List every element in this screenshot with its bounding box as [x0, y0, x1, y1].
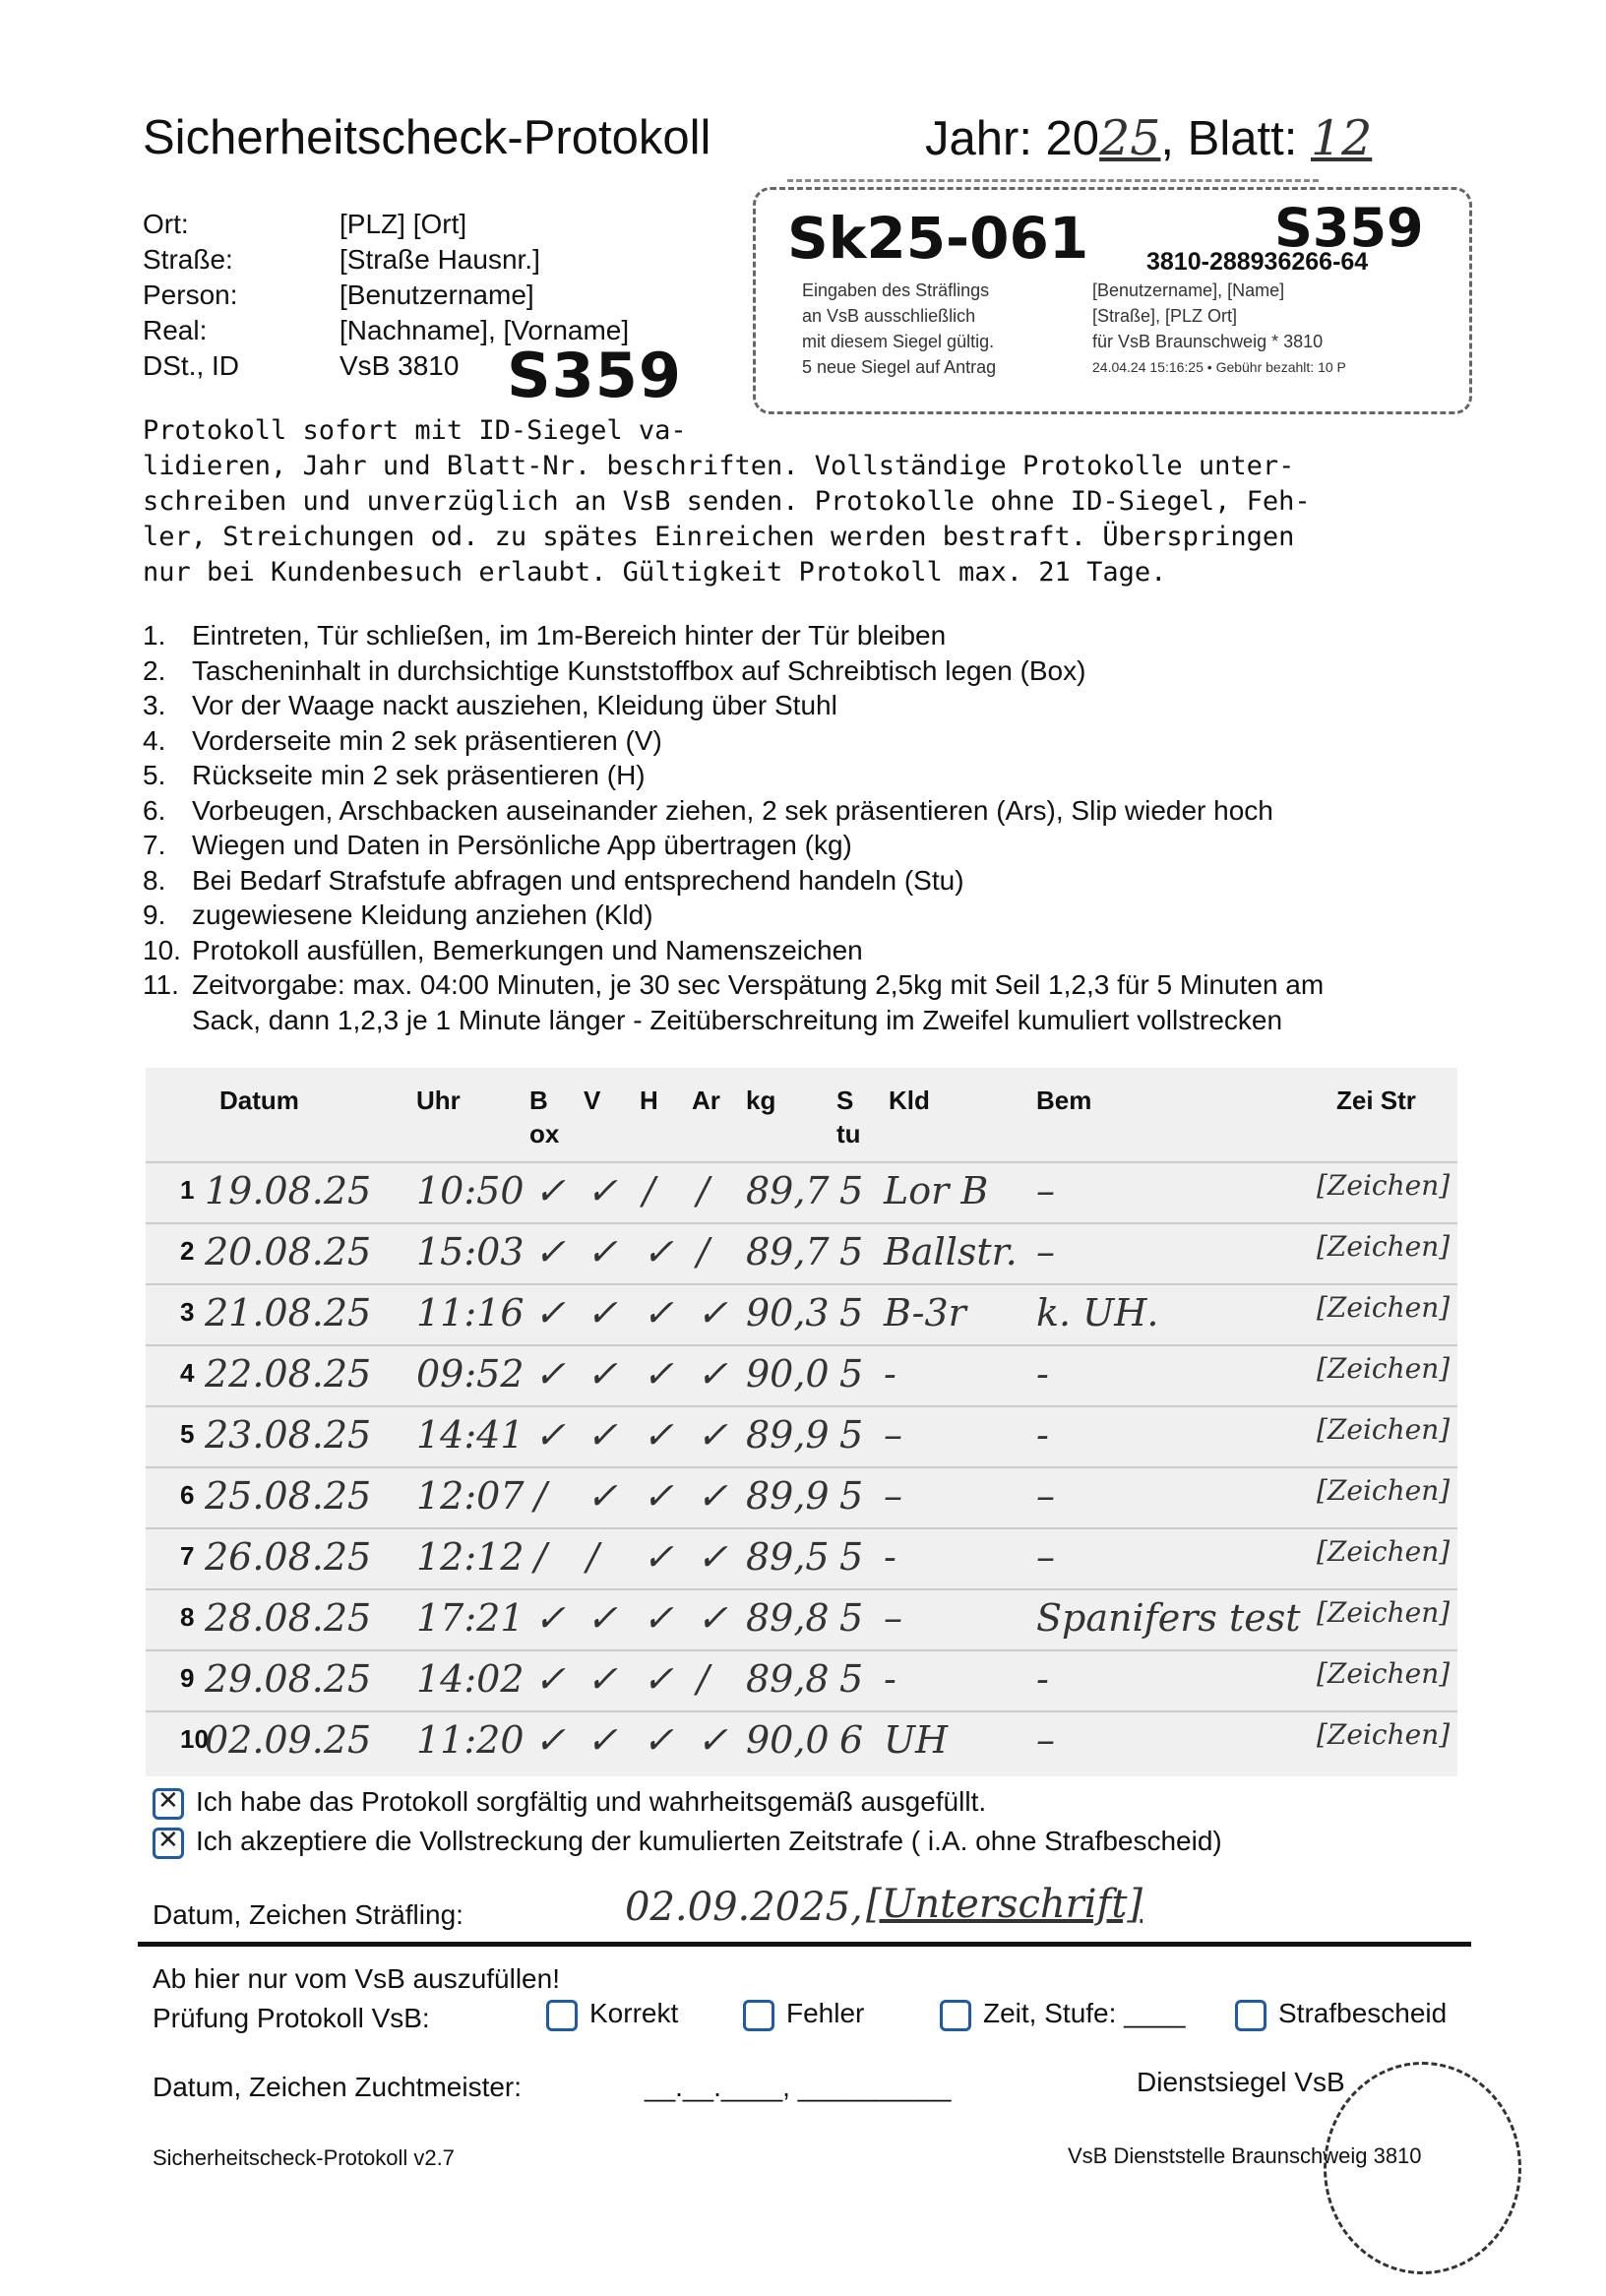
- cell-v: ✓: [587, 1169, 618, 1212]
- cell-v: ✓: [587, 1230, 618, 1273]
- step-number: 10.: [143, 934, 181, 965]
- sign-label: Datum, Zeichen Sträfling:: [153, 1899, 463, 1930]
- cell-kg: 90,0: [746, 1352, 830, 1396]
- cell-ar: /: [697, 1657, 710, 1701]
- cell-uhr: 15:03: [416, 1230, 525, 1273]
- cell-h: ✓: [643, 1291, 674, 1334]
- step-number: 11.: [143, 969, 179, 1000]
- cell-ar: /: [697, 1230, 710, 1273]
- cell-box: ✓: [534, 1596, 566, 1640]
- cell-kld: –: [884, 1413, 902, 1457]
- cell-v: ✓: [587, 1474, 618, 1518]
- label-person: Person:: [143, 279, 238, 310]
- cell-bem: –: [1036, 1230, 1055, 1273]
- seal-left-line: mit diesem Siegel gültig.: [802, 332, 995, 351]
- step-text: Rückseite min 2 sek präsentieren (H): [192, 760, 646, 790]
- step-item: [143, 898, 1324, 933]
- vsb-note: Ab hier nur vom VsB auszufüllen!: [153, 1963, 560, 1994]
- cell-kg: 89,9: [746, 1413, 830, 1457]
- step-text: Wiegen und Daten in Persönliche App übertragen (kg): [192, 830, 852, 860]
- table-row: [146, 1466, 1457, 1529]
- check-zeit: [940, 1998, 1185, 2031]
- cell-h: ✓: [643, 1413, 674, 1457]
- cell-v: ✓: [587, 1352, 618, 1396]
- cell-bem: k. UH.: [1036, 1291, 1159, 1334]
- value-ort: [PLZ] [Ort]: [340, 209, 467, 239]
- cell-zei: [Zeichen]: [1317, 1535, 1451, 1568]
- cell-h: ✓: [643, 1596, 674, 1640]
- col-ar: Ar: [692, 1086, 720, 1115]
- col-stu: S: [836, 1086, 854, 1115]
- col-stu-2: tu: [836, 1119, 861, 1148]
- col-kld: Kld: [889, 1086, 930, 1115]
- cell-datum: 21.08.25: [205, 1291, 372, 1334]
- seal-right-line: [Benutzername], [Name]: [1092, 280, 1285, 300]
- footer-left: Sicherheitscheck-Protokoll v2.7: [153, 2145, 455, 2170]
- cell-ar: ✓: [697, 1718, 728, 1762]
- table-row: [146, 1649, 1457, 1712]
- seal-code: Sk25-061: [787, 205, 1089, 272]
- value-dst-id: VsB 3810: [340, 350, 460, 381]
- cell-kld: -: [884, 1657, 896, 1701]
- sheet-label: , Blatt:: [1160, 112, 1311, 165]
- cell-stu: 6: [839, 1718, 864, 1762]
- cell-box: /: [534, 1474, 547, 1518]
- step-item: [143, 688, 1324, 723]
- table-row: [146, 1710, 1457, 1773]
- row-number: 6: [180, 1480, 195, 1510]
- strafbescheid-checkbox[interactable]: [1235, 2000, 1266, 2031]
- confirm-2-label: Ich akzeptiere die Vollstreckung der kumulierten Zeitstrafe ( i.A. ohne Strafbescheid): [196, 1826, 1222, 1856]
- cell-kg: 89,8: [746, 1596, 830, 1640]
- step-text: Protokoll ausfüllen, Bemerkungen und Namenszeichen: [192, 934, 863, 965]
- step-text: Vorderseite min 2 sek präsentieren (V): [192, 724, 662, 756]
- cell-box: ✓: [534, 1413, 566, 1457]
- step-number: 3.: [143, 690, 166, 720]
- check-korrekt: [546, 1998, 678, 2031]
- cell-v: ✓: [587, 1718, 618, 1762]
- zeit-checkbox[interactable]: [940, 2000, 971, 2031]
- table-row: [146, 1588, 1457, 1651]
- col-v: V: [584, 1086, 601, 1115]
- cell-v: ✓: [587, 1657, 618, 1701]
- cell-datum: 23.08.25: [205, 1413, 372, 1457]
- step-item: [143, 933, 1324, 968]
- cell-h: ✓: [643, 1657, 674, 1701]
- cell-stu: 5: [839, 1596, 864, 1640]
- value-real: [Nachname], [Vorname]: [340, 315, 630, 345]
- cell-uhr: 09:52: [416, 1352, 525, 1396]
- cell-uhr: 14:41: [416, 1413, 525, 1457]
- confirm-1-checkbox[interactable]: [153, 1788, 184, 1820]
- cell-stu: 5: [839, 1474, 864, 1518]
- row-number: 10: [180, 1724, 209, 1754]
- cell-bem: –: [1036, 1474, 1055, 1518]
- cell-datum: 19.08.25: [205, 1169, 372, 1212]
- cell-box: ✓: [534, 1230, 566, 1273]
- row-number: 7: [180, 1541, 195, 1571]
- cell-bem: -: [1036, 1352, 1049, 1396]
- cell-ar: ✓: [697, 1535, 728, 1579]
- seal-left-line: 5 neue Siegel auf Antrag: [802, 357, 997, 377]
- sign-initials-handwritten: [Unterschrift]: [866, 1882, 1143, 1927]
- step-text: Eintreten, Tür schließen, im 1m-Bereich hinter der Tür bleiben: [192, 620, 947, 651]
- table-row: [146, 1283, 1457, 1346]
- step-text: Vorbeugen, Arschbacken auseinander ziehen, 2 sek präsentieren (Ars), Slip wieder hoch: [192, 794, 1273, 826]
- vsb-date-blank: __.__.____, __________: [645, 2072, 952, 2102]
- table-row: [146, 1527, 1457, 1590]
- sheet-handwritten: 12: [1310, 110, 1373, 166]
- cell-uhr: 10:50: [416, 1169, 525, 1212]
- label-strasse: Straße:: [143, 244, 233, 275]
- cell-kld: UH: [884, 1718, 949, 1762]
- step-text: Vor der Waage nackt ausziehen, Kleidung über Stuhl: [192, 690, 837, 720]
- step-number: 7.: [143, 830, 166, 860]
- fehler-label: Fehler: [786, 1998, 865, 2028]
- check-fehler: [743, 1998, 864, 2031]
- cell-kld: -: [884, 1352, 896, 1396]
- step-item: [143, 967, 1324, 1003]
- seal-id-number: 3810-288936266-64: [1146, 248, 1369, 276]
- cell-h: ✓: [643, 1352, 674, 1396]
- cell-zei: [Zeichen]: [1317, 1352, 1451, 1385]
- step-number: 9.: [143, 900, 166, 930]
- cell-box: ✓: [534, 1718, 566, 1762]
- cell-h: /: [643, 1169, 655, 1212]
- cell-v: ✓: [587, 1413, 618, 1457]
- footer-right: VsB Dienststelle Braunschweig 3810: [1068, 2143, 1422, 2168]
- cell-datum: 02.09.25: [205, 1718, 372, 1762]
- row-number: 2: [180, 1236, 195, 1266]
- col-zei-str: Zei Str: [1336, 1086, 1416, 1115]
- cell-bem: –: [1036, 1718, 1055, 1762]
- cell-zei: [Zeichen]: [1317, 1596, 1451, 1629]
- cell-kld: –: [884, 1596, 902, 1640]
- row-number: 5: [180, 1419, 195, 1449]
- cell-kld: Lor B: [884, 1169, 989, 1212]
- value-person: [Benutzername]: [340, 279, 534, 310]
- step-text: Bei Bedarf Strafstufe abfragen und entsprechend handeln (Stu): [192, 864, 964, 896]
- col-kg: kg: [746, 1086, 776, 1115]
- seal-left-text: [802, 278, 996, 380]
- header-dash: [787, 179, 1319, 182]
- vsb-date-label: Datum, Zeichen Zuchtmeister:: [153, 2072, 523, 2102]
- cell-uhr: 12:12: [416, 1535, 525, 1579]
- cell-bem: Spanifers test: [1036, 1596, 1301, 1640]
- cell-datum: 25.08.25: [205, 1474, 372, 1518]
- cell-datum: 29.08.25: [205, 1657, 372, 1701]
- cell-zei: [Zeichen]: [1317, 1169, 1451, 1202]
- cell-uhr: 12:07: [416, 1474, 525, 1518]
- col-bem: Bem: [1036, 1086, 1092, 1115]
- cell-datum: 28.08.25: [205, 1596, 372, 1640]
- cell-box: ✓: [534, 1169, 566, 1212]
- col-h: H: [640, 1086, 658, 1115]
- step-number: 4.: [143, 724, 166, 756]
- seal-right-line: für VsB Braunschweig * 3810: [1092, 332, 1324, 351]
- cell-stu: 5: [839, 1169, 864, 1212]
- cell-uhr: 11:16: [416, 1291, 525, 1334]
- cell-ar: /: [697, 1169, 710, 1212]
- cell-uhr: 11:20: [416, 1718, 525, 1762]
- seal-s-code: S359: [1274, 197, 1424, 259]
- row-number: 3: [180, 1297, 195, 1327]
- cell-box: ✓: [534, 1291, 566, 1334]
- cell-ar: ✓: [697, 1474, 728, 1518]
- cell-uhr: 17:21: [416, 1596, 525, 1640]
- step-text: zugewiesene Kleidung anziehen (Kld): [192, 900, 653, 930]
- cell-v: ✓: [587, 1596, 618, 1640]
- cell-stu: 5: [839, 1535, 864, 1579]
- cell-kg: 89,7: [746, 1169, 830, 1212]
- cell-zei: [Zeichen]: [1317, 1413, 1451, 1446]
- step-number: 8.: [143, 864, 166, 896]
- page-title: Sicherheitscheck-Protokoll: [143, 111, 711, 164]
- cell-box: /: [534, 1535, 547, 1579]
- cell-bem: -: [1036, 1657, 1049, 1701]
- seal-left-line: an VsB ausschließlich: [802, 306, 976, 326]
- cell-kg: 90,0: [746, 1718, 830, 1762]
- cell-kld: –: [884, 1474, 902, 1518]
- cell-stu: 5: [839, 1352, 864, 1396]
- cell-h: ✓: [643, 1718, 674, 1762]
- info-labels: [143, 207, 239, 384]
- col-datum: Datum: [219, 1086, 299, 1115]
- confirm-2: [153, 1826, 1222, 1859]
- cell-kg: 89,9: [746, 1474, 830, 1518]
- cell-datum: 26.08.25: [205, 1535, 372, 1579]
- confirm-1-label: Ich habe das Protokoll sorgfältig und wahrheitsgemäß ausgefüllt.: [196, 1786, 987, 1817]
- vsb-seal-label: Dienstsiegel VsB: [1137, 2067, 1345, 2097]
- cell-uhr: 14:02: [416, 1657, 525, 1701]
- table-row: [146, 1161, 1457, 1224]
- cell-kg: 89,5: [746, 1535, 830, 1579]
- value-strasse: [Straße Hausnr.]: [340, 244, 540, 275]
- cell-stu: 5: [839, 1291, 864, 1334]
- check-strafbescheid: [1235, 1998, 1447, 2031]
- korrekt-label: Korrekt: [589, 1998, 679, 2028]
- cell-h: ✓: [643, 1535, 674, 1579]
- step-item: [143, 618, 1324, 653]
- strafbescheid-label: Strafbescheid: [1278, 1998, 1448, 2028]
- cell-h: ✓: [643, 1230, 674, 1273]
- cell-stu: 5: [839, 1230, 864, 1273]
- row-number: 8: [180, 1602, 195, 1632]
- cell-zei: [Zeichen]: [1317, 1474, 1451, 1507]
- table-row: [146, 1344, 1457, 1407]
- fehler-checkbox[interactable]: [743, 2000, 774, 2031]
- cell-bem: -: [1036, 1413, 1049, 1457]
- id-seal-stamp: S359: [507, 340, 683, 411]
- cell-stu: 5: [839, 1657, 864, 1701]
- step-number: 6.: [143, 794, 166, 826]
- step-item: [143, 1003, 1324, 1038]
- cell-kg: 90,3: [746, 1291, 830, 1334]
- cell-kld: B-3r: [884, 1291, 966, 1334]
- cell-bem: –: [1036, 1169, 1055, 1212]
- cell-ar: ✓: [697, 1352, 728, 1396]
- col-uhr: Uhr: [416, 1086, 461, 1115]
- cell-v: /: [587, 1535, 599, 1579]
- col-box: B: [529, 1086, 548, 1115]
- korrekt-checkbox[interactable]: [546, 2000, 578, 2031]
- vsb-check-label: Prüfung Protokoll VsB:: [153, 2003, 430, 2033]
- cell-ar: ✓: [697, 1413, 728, 1457]
- table-header: [146, 1068, 1457, 1161]
- seal-right-text: [1092, 278, 1346, 380]
- cell-ar: ✓: [697, 1596, 728, 1640]
- label-ort: Ort:: [143, 209, 189, 239]
- step-text: Zeitvorgabe: max. 04:00 Minuten, je 30 sec Verspätung 2,5kg mit Seil 1,2,3 für 5 Minuten am: [192, 969, 1325, 1000]
- cell-kg: 89,8: [746, 1657, 830, 1701]
- cell-bem: –: [1036, 1535, 1055, 1579]
- cell-kg: 89,7: [746, 1230, 830, 1273]
- year-sheet: [925, 110, 1372, 166]
- instructions-text: Protokoll sofort mit ID-Siegel va- lidieren, Jahr und Blatt-Nr. beschriften. Vollständige Protokolle unter- schreiben und unverzüglich an VsB senden. Protokolle ohne ID-Siegel, Feh- ler, Streichungen od. zu spätes Einreichen werden bestraft. Überspringen nur bei Kundenbesuch erlaubt. Gültigkeit Protokoll max. 21 Tage.: [143, 415, 1311, 588]
- step-item: [143, 793, 1324, 829]
- step-item: [143, 653, 1324, 689]
- year-handwritten: 25: [1099, 110, 1161, 166]
- steps-list: [143, 618, 1324, 1037]
- step-text: Tascheninhalt in durchsichtige Kunststoffbox auf Schreibtisch legen (Box): [192, 654, 1086, 686]
- table-row: [146, 1222, 1457, 1285]
- table-row: [146, 1405, 1457, 1468]
- sign-date-handwritten: 02.09.2025,: [625, 1885, 863, 1930]
- cell-datum: 20.08.25: [205, 1230, 372, 1273]
- cell-h: ✓: [643, 1474, 674, 1518]
- year-label: Jahr: 20: [925, 112, 1100, 165]
- cell-zei: [Zeichen]: [1317, 1291, 1451, 1324]
- col-box-2: ox: [529, 1119, 560, 1148]
- cell-ar: ✓: [697, 1291, 728, 1334]
- label-dst-id: DSt., ID: [143, 350, 240, 381]
- cell-zei: [Zeichen]: [1317, 1718, 1451, 1751]
- step-number: 5.: [143, 760, 166, 790]
- step-number: 1.: [143, 620, 166, 651]
- cell-kld: Ballstr.: [884, 1230, 1018, 1273]
- cell-box: ✓: [534, 1657, 566, 1701]
- cell-box: ✓: [534, 1352, 566, 1396]
- row-number: 9: [180, 1663, 195, 1693]
- step-item: [143, 723, 1324, 759]
- cell-v: ✓: [587, 1291, 618, 1334]
- cell-kld: -: [884, 1535, 896, 1579]
- cell-stu: 5: [839, 1413, 864, 1457]
- step-item: [143, 758, 1324, 793]
- confirm-1: [153, 1786, 986, 1820]
- zeit-label: Zeit, Stufe: ____: [983, 1998, 1186, 2028]
- seal-right-line: [Straße], [PLZ Ort]: [1092, 306, 1238, 326]
- step-item: [143, 828, 1324, 863]
- step-text: Sack, dann 1,2,3 je 1 Minute länger - Zeitüberschreitung im Zweifel kumuliert vollstrecken: [192, 1004, 1283, 1035]
- step-number: 2.: [143, 654, 166, 686]
- label-real: Real:: [143, 315, 208, 345]
- row-number: 4: [180, 1358, 195, 1388]
- confirm-2-checkbox[interactable]: [153, 1828, 184, 1859]
- divider-line: [138, 1942, 1471, 1947]
- cell-datum: 22.08.25: [205, 1352, 372, 1396]
- seal-right-line: 24.04.24 15:16:25 • Gebühr bezahlt: 10 P: [1092, 359, 1346, 375]
- step-item: [143, 863, 1324, 899]
- row-number: 1: [180, 1175, 195, 1205]
- cell-zei: [Zeichen]: [1317, 1230, 1451, 1263]
- seal-left-line: Eingaben des Sträflings: [802, 280, 990, 300]
- cell-zei: [Zeichen]: [1317, 1657, 1451, 1690]
